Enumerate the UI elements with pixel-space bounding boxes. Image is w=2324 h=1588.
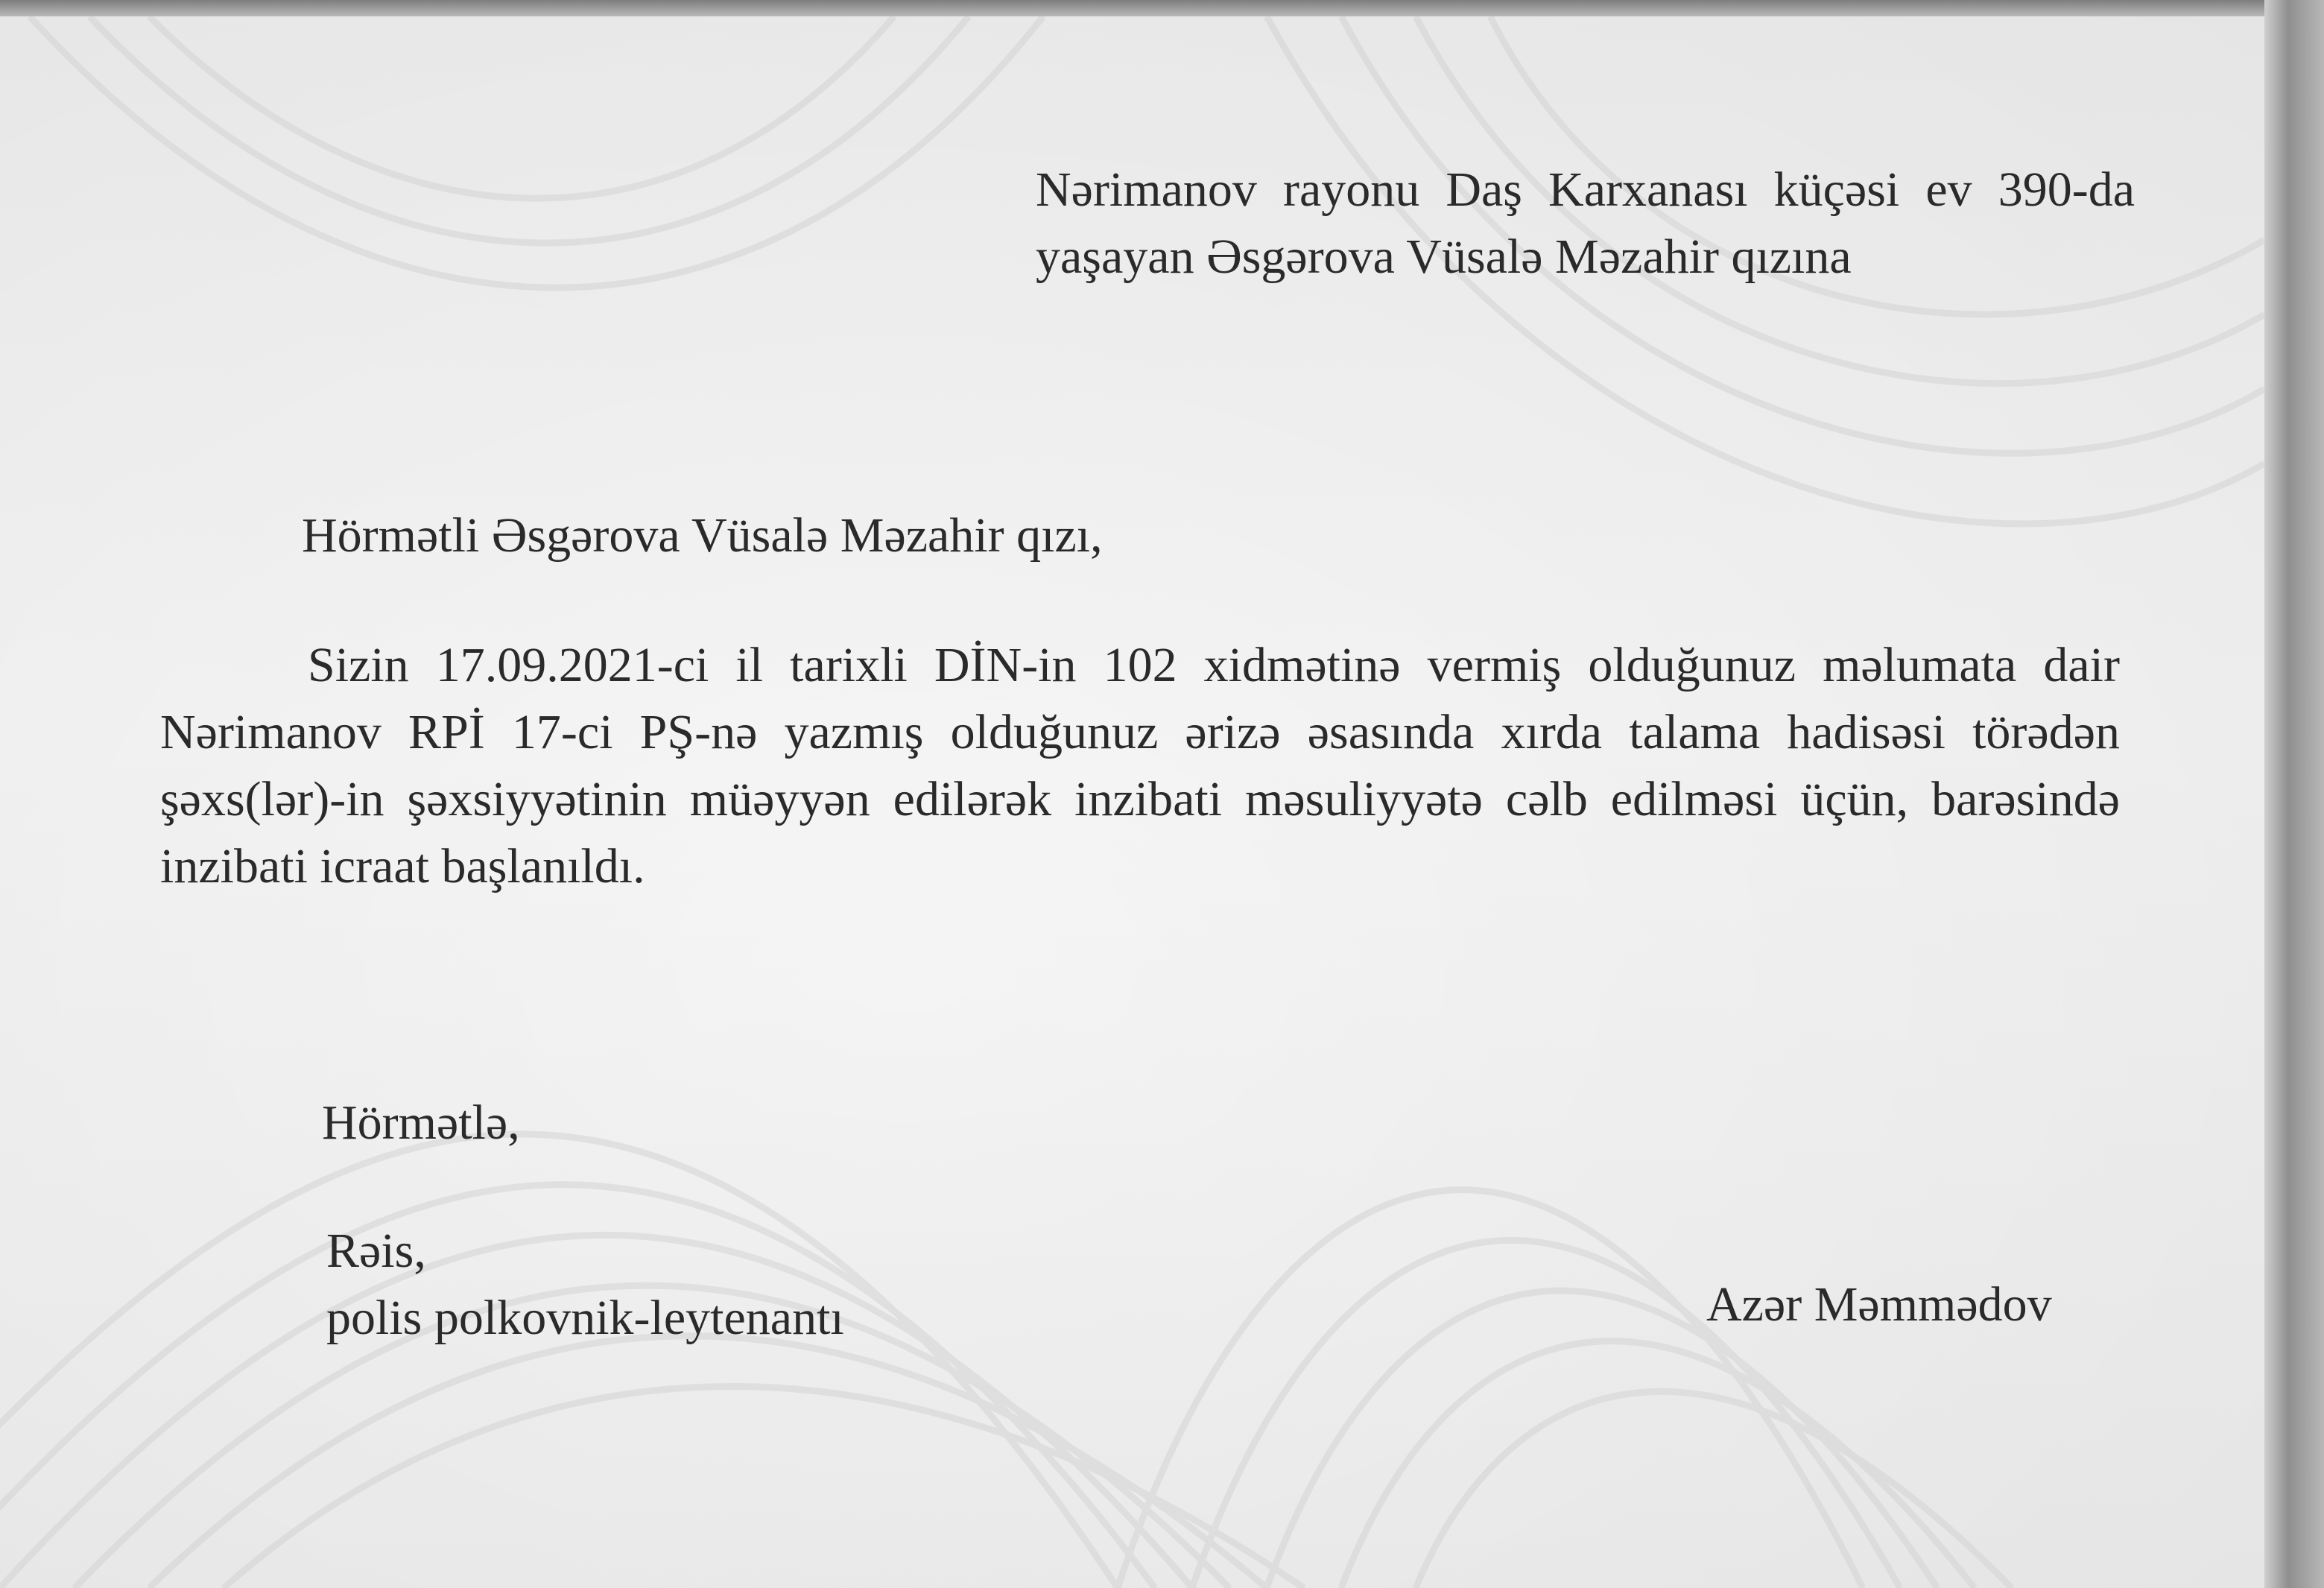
screen-frame-top [0, 0, 2324, 16]
letter-sheet [0, 16, 2264, 1588]
letter [0, 16, 2264, 1588]
position-rank: polis polkovnik-leytenantı [326, 1291, 844, 1345]
greeting: Hörmətli Əsgərova Vüsalə Məzahir qızı, [302, 508, 1103, 563]
position-title: Rəis, [326, 1224, 426, 1278]
letter-body: Sizin 17.09.2021-ci il tarixli DİN-in 102 xidmətinə vermiş olduğunuz məlumata dair Nərimanov RPİ 17-ci PŞ-nə yazmış olduğunuz ərizə əsasında xırda talama hadisəsi törədən şəxs(lər)-in şəxsiyyətinin müəyyən edilərək inzibati məsuliyyətə cəlb edilməsi üçün, barəsində inzibati icraat başlanıldı. [160, 638, 2120, 893]
signer-name: Azər Məmmədov [1706, 1277, 2052, 1332]
recipient-address: Nərimanov rayonu Daş Karxanası küçəsi ev 390-da yaşayan Əsgərova Vüsalə Məzahir qızına [1036, 162, 2135, 284]
screen-frame-right [2264, 0, 2324, 1588]
signer-position [326, 1218, 844, 1352]
closing: Hörmətlə, [322, 1095, 520, 1150]
